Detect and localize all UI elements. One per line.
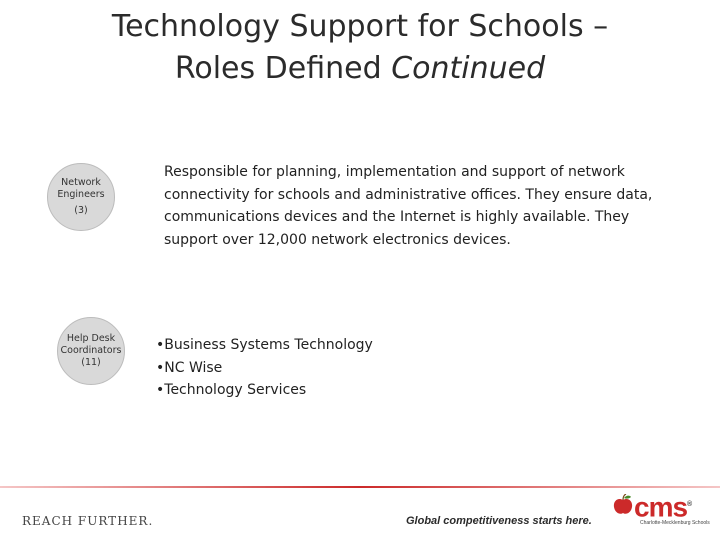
list-item-text: Technology Services <box>164 382 307 398</box>
role-circle-network-engineers <box>47 163 115 231</box>
list-item <box>156 379 373 402</box>
role-count: (11) <box>81 357 101 368</box>
list-item-text: NC Wise <box>164 359 223 376</box>
help-desk-bullet-list <box>156 334 373 402</box>
logo-wordmark: cms® <box>634 491 692 523</box>
page-title <box>0 6 720 90</box>
logo-subtitle: Charlotte-Mecklenburg Schools <box>640 520 710 526</box>
role-label-line-1: Help Desk <box>66 333 116 344</box>
role-label-line-2: Coordinators <box>60 345 122 356</box>
title-line-2-italic: Continued <box>391 51 546 86</box>
footer-divider <box>0 486 720 488</box>
cms-logo <box>612 490 716 530</box>
title-line-1: Technology Support for Schools – <box>111 9 609 44</box>
role-count: (3) <box>74 205 88 216</box>
reach-further-text: REACH FURTHER. <box>22 514 154 528</box>
role-label-line-1: Network <box>61 177 101 188</box>
title-line-2 <box>0 48 720 90</box>
network-engineers-description: Responsible for planning, implementation and support of network connectivity for schools and administrative offices. They ensure data, communications devices and the Internet is highly available. They support over 12,000 network electronics devices. <box>164 164 653 248</box>
apple-icon <box>612 494 634 516</box>
role-label-line-2: Engineers <box>57 189 105 200</box>
list-item-text: Business Systems Technology <box>164 337 373 353</box>
footer-tagline: Global competitiveness starts here. <box>406 515 592 527</box>
list-item <box>156 334 373 357</box>
role-circle-help-desk-coordinators <box>57 317 125 385</box>
list-item <box>156 357 373 380</box>
title-line-2-regular: Roles Defined <box>174 51 392 86</box>
